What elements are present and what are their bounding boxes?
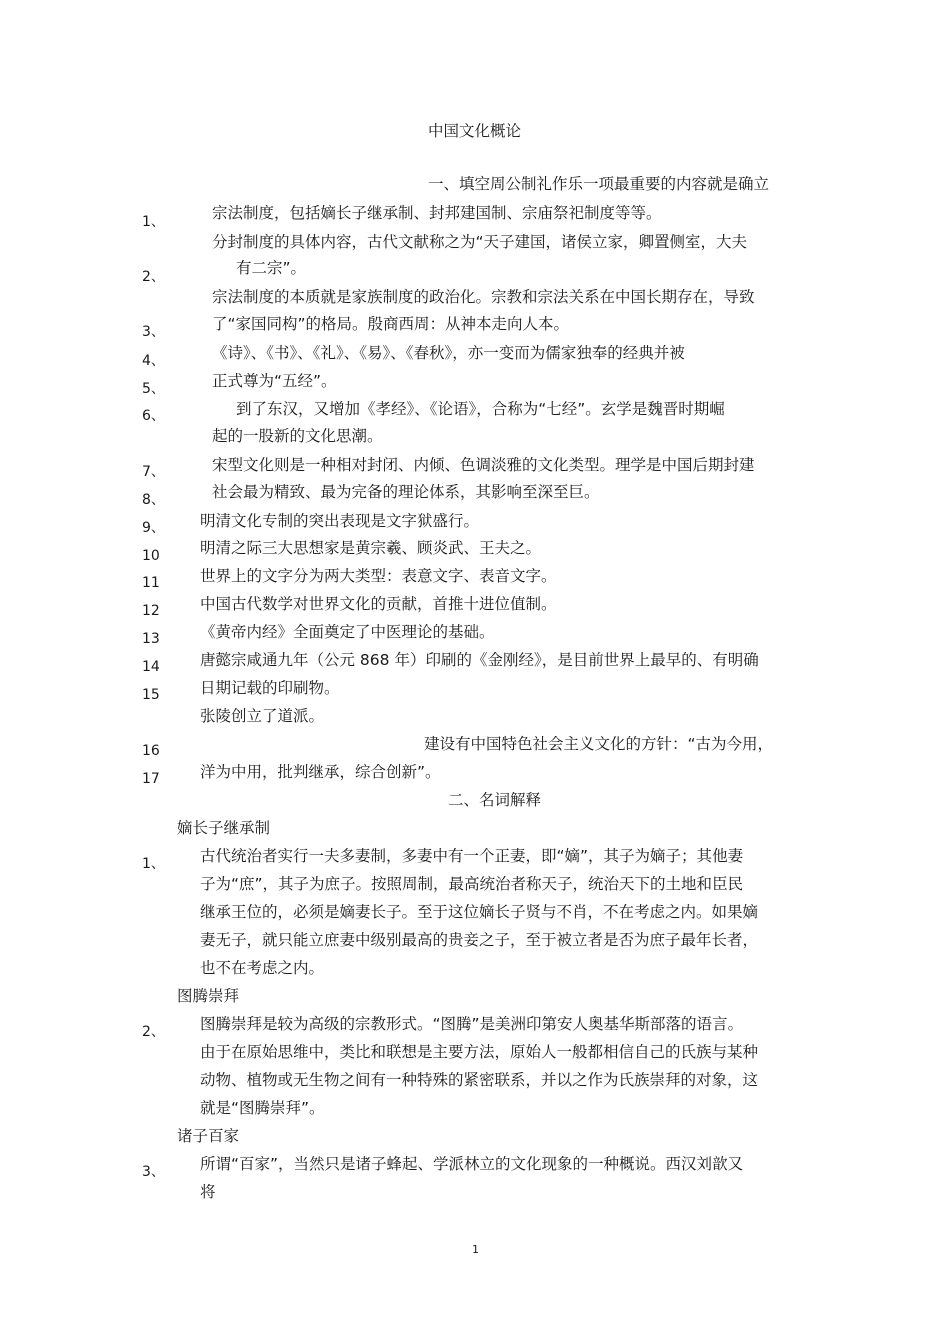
section1-line: 了“家国同构”的格局。殷商西周：从神本走向人本。 bbox=[212, 315, 570, 333]
section1-line: 分封制度的具体内容，古代文献称之为“天子建国，诸侯立家，卿置侧室，大夫 bbox=[212, 233, 748, 251]
term-title: 图腾崇拜 bbox=[177, 987, 240, 1005]
section1-line: 到了东汉，又增加《孝经》、《论语》，合称为“七经”。玄学是魏晋时期崛 bbox=[236, 400, 725, 418]
section1-line: 宋型文化则是一种相对封闭、内倾、色调淡雅的文化类型。理学是中国后期封建 bbox=[212, 456, 755, 474]
term-line: 所谓“百家”，当然只是诸子蜂起、学派林立的文化现象的一种概说。西汉刘歆又 bbox=[200, 1155, 744, 1173]
item-number: 15 bbox=[142, 687, 160, 703]
item-number: 9、 bbox=[142, 520, 165, 536]
item-number: 3、 bbox=[142, 324, 165, 340]
term-line: 将 bbox=[200, 1183, 216, 1201]
section1-line: 一、填空周公制礼作乐一项最重要的内容就是确立 bbox=[428, 175, 770, 193]
section2-heading: 二、名词解释 bbox=[448, 791, 542, 809]
page-number: 1 bbox=[472, 1243, 479, 1256]
term-line: 也不在考虑之内。 bbox=[200, 959, 325, 977]
item-number: 11 bbox=[142, 575, 160, 591]
item-number: 16 bbox=[142, 743, 160, 759]
item-number: 5、 bbox=[142, 381, 165, 397]
term-line: 动物、植物或无生物之间有一种特殊的紧密联系，并以之作为氏族崇拜的对象，这 bbox=[200, 1071, 759, 1089]
section1-line: 日期记载的印刷物。 bbox=[200, 679, 340, 697]
item-number: 4、 bbox=[142, 353, 165, 369]
term-title: 诸子百家 bbox=[177, 1127, 240, 1145]
section1-line: 有二宗”。 bbox=[236, 259, 307, 277]
section1-line: 中国古代数学对世界文化的贡献，首推十进位值制。 bbox=[200, 595, 557, 613]
term-line: 子为“庶”，其子为庶子。按照周制，最高统治者称天子，统治天下的土地和臣民 bbox=[200, 875, 744, 893]
section1-line: 张陵创立了道派。 bbox=[200, 707, 325, 725]
section1-line: 明清文化专制的突出表现是文字狱盛行。 bbox=[200, 512, 480, 530]
section1-line: 世界上的文字分为两大类型：表意文字、表音文字。 bbox=[200, 567, 557, 585]
item-number: 7、 bbox=[142, 464, 165, 480]
term-line: 古代统治者实行一夫多妻制，多妻中有一个正妻，即“嫡”，其子为嫡子；其他妻 bbox=[200, 847, 744, 865]
section1-line: 宗法制度，包括嫡长子继承制、封邦建国制、宗庙祭祀制度等等。 bbox=[212, 204, 662, 222]
item-number: 13 bbox=[142, 631, 160, 647]
item-number: 14 bbox=[142, 659, 160, 675]
item-number: 12 bbox=[142, 603, 160, 619]
item-number: 2、 bbox=[142, 269, 165, 285]
page-title: 中国文化概论 bbox=[428, 122, 522, 140]
item-number: 3、 bbox=[142, 1164, 165, 1180]
section1-line: 洋为中用，批判继承，综合创新”。 bbox=[200, 763, 441, 781]
item-number: 17 bbox=[142, 771, 160, 787]
item-number: 10 bbox=[142, 548, 160, 564]
section1-line: 唐懿宗咸通九年（公元 868 年）印刷的《金刚经》，是目前世界上最早的、有明确 bbox=[200, 651, 759, 669]
term-line: 图腾崇拜是较为高级的宗教形式。“图腾”是美洲印第安人奥基华斯部落的语言。 bbox=[200, 1015, 744, 1033]
section1-line: 《黄帝内经》全面奠定了中医理论的基础。 bbox=[200, 623, 495, 641]
item-number: 2、 bbox=[142, 1024, 165, 1040]
term-line: 就是“图腾崇拜”。 bbox=[200, 1099, 325, 1117]
term-line: 妻无子，就只能立庶妻中级别最高的贵妾之子，至于被立者是否为庶子最年长者， bbox=[200, 931, 759, 949]
item-number: 6、 bbox=[142, 408, 165, 424]
section1-line: 宗法制度的本质就是家族制度的政治化。宗教和宗法关系在中国长期存在，导致 bbox=[212, 288, 755, 306]
item-number: 8、 bbox=[142, 492, 165, 508]
section1-line: 社会最为精致、最为完备的理论体系，其影响至深至巨。 bbox=[212, 483, 600, 501]
section1-line: 建设有中国特色社会主义文化的方针：“古为今用， bbox=[424, 735, 774, 753]
section1-line: 正式尊为“五经”。 bbox=[212, 372, 337, 390]
term-line: 由于在原始思维中，类比和联想是主要方法，原始人一般都相信自己的氏族与某种 bbox=[200, 1043, 759, 1061]
section1-line: 起的一股新的文化思潮。 bbox=[212, 427, 383, 445]
term-title: 嫡长子继承制 bbox=[177, 819, 271, 837]
section1-line: 明清之际三大思想家是黄宗羲、顾炎武、王夫之。 bbox=[200, 539, 542, 557]
item-number: 1、 bbox=[142, 856, 165, 872]
section1-line: 《诗》、《书》、《礼》、《易》、《春秋》，亦一变而为儒家独奉的经典并被 bbox=[212, 344, 685, 362]
item-number: 1、 bbox=[142, 214, 165, 230]
term-line: 继承王位的，必须是嫡妻长子。至于这位嫡长子贤与不肖，不在考虑之内。如果嫡 bbox=[200, 903, 759, 921]
